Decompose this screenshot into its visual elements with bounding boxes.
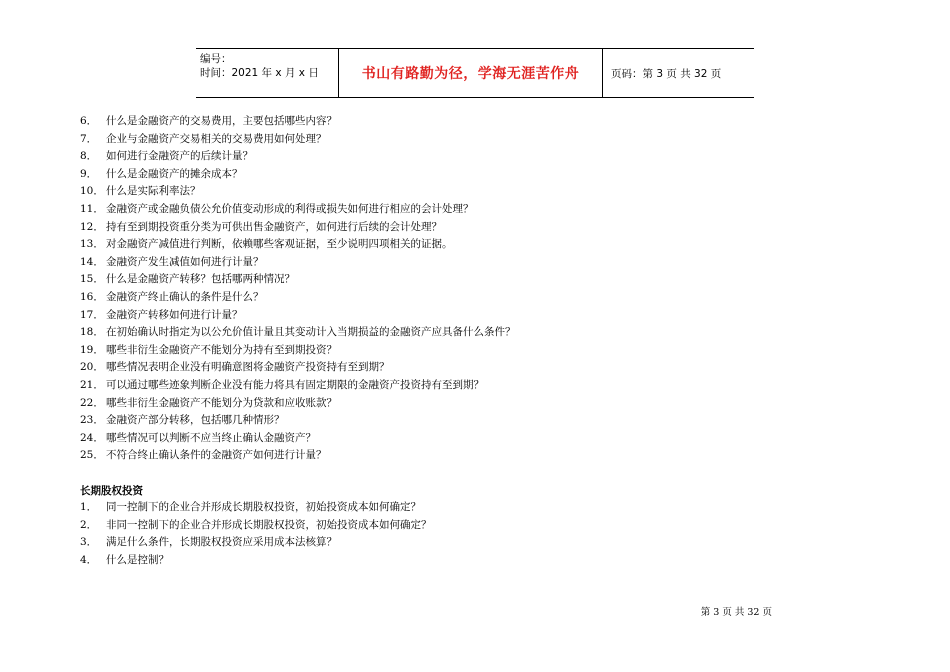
header-motto-cell xyxy=(339,49,603,97)
question-number: 13． xyxy=(80,238,104,251)
question-item xyxy=(80,359,516,377)
motto-text: 书山有路勤为径，学海无涯苦作舟 xyxy=(361,66,580,82)
question-text: 不符合终止确认条件的金融资产如何进行计量？ xyxy=(106,449,327,462)
question-text: 什么是金融资产的交易费用，主要包括哪些内容？ xyxy=(106,115,337,127)
question-number: 11． xyxy=(80,202,104,215)
question-item xyxy=(80,324,516,342)
question-number: 20． xyxy=(80,361,104,374)
question-number: 14． xyxy=(80,255,104,268)
question-item xyxy=(80,552,432,570)
question-number: 24． xyxy=(80,431,104,444)
question-item xyxy=(80,201,516,219)
question-number: 16． xyxy=(80,290,104,303)
question-number: 25． xyxy=(80,449,104,462)
question-list xyxy=(80,113,516,465)
question-text: 什么是控制？ xyxy=(106,553,169,566)
question-text: 可以通过哪些迹象判断企业没有能力将具有固定期限的金融资产投资持有至到期？ xyxy=(106,378,484,391)
question-number: 7． xyxy=(80,132,98,145)
question-text: 金融资产发生减值如何进行计量？ xyxy=(106,255,264,268)
question-item xyxy=(80,534,432,552)
question-item xyxy=(80,412,516,430)
question-item xyxy=(80,377,516,395)
question-number: 19． xyxy=(80,343,104,356)
section-title: 长期股权投资 xyxy=(80,485,143,497)
question-number: 4． xyxy=(80,553,98,566)
question-item xyxy=(80,236,516,254)
question-text: 满足什么条件，长期股权投资应采用成本法核算？ xyxy=(106,536,337,549)
date-label: 时间：2021 年 x 月 x 日 xyxy=(200,67,319,79)
question-text: 对金融资产减值进行判断，依赖哪些客观证据，至少说明四项相关的证据。 xyxy=(106,238,453,251)
question-number: 8． xyxy=(80,150,98,163)
question-item xyxy=(80,395,516,413)
question-text: 在初始确认时指定为以公允价值计量且其变动计入当期损益的金融资产应具备什么条件？ xyxy=(106,326,516,339)
question-text: 企业与金融资产交易相关的交易费用如何处理？ xyxy=(106,132,327,145)
question-item xyxy=(80,499,432,517)
number-label: 编号： xyxy=(200,53,232,65)
header-meta xyxy=(196,49,339,97)
question-number: 12． xyxy=(80,220,104,233)
question-text: 哪些非衍生金融资产不能划分为持有至到期投资？ xyxy=(106,343,337,356)
question-text: 金融资产或金融负债公允价值变动形成的利得或损失如何进行相应的会计处理？ xyxy=(106,202,474,215)
question-text: 哪些情况可以判断不应当终止确认金融资产？ xyxy=(106,431,316,444)
question-text: 金融资产部分转移，包括哪几种情形？ xyxy=(106,414,285,427)
question-number: 23． xyxy=(80,414,104,427)
question-text: 金融资产终止确认的条件是什么？ xyxy=(106,290,264,303)
question-item xyxy=(80,183,516,201)
question-text: 持有至到期投资重分类为可供出售金融资产，如何进行后续的会计处理？ xyxy=(106,220,442,233)
question-item xyxy=(80,289,516,307)
question-text: 什么是实际利率法？ xyxy=(106,185,201,198)
question-number: 3． xyxy=(80,536,98,549)
question-number: 22． xyxy=(80,396,104,409)
question-number: 9． xyxy=(80,167,98,180)
page-code-text: 页码：第 3 页 共 32 页 xyxy=(611,67,722,80)
question-item xyxy=(80,271,516,289)
page-footer: 第 3 页 共 32 页 xyxy=(700,607,772,618)
question-item xyxy=(80,166,516,184)
question-item xyxy=(80,307,516,325)
question-text: 金融资产转移如何进行计量？ xyxy=(106,308,243,321)
question-item xyxy=(80,219,516,237)
header-page-code xyxy=(603,49,754,97)
question-text: 哪些情况表明企业没有明确意图将金融资产投资持有至到期？ xyxy=(106,361,390,374)
question-text: 哪些非衍生金融资产不能划分为贷款和应收账款？ xyxy=(106,396,337,409)
document-header xyxy=(196,48,754,98)
question-item xyxy=(80,342,516,360)
question-number: 6． xyxy=(80,115,98,127)
question-number: 18． xyxy=(80,326,104,339)
question-item xyxy=(80,517,432,535)
question-number: 17． xyxy=(80,308,104,321)
question-number: 21． xyxy=(80,378,104,391)
question-text: 什么是金融资产的摊余成本？ xyxy=(106,167,243,180)
question-number: 10． xyxy=(80,185,104,198)
question-item xyxy=(80,447,516,465)
question-item xyxy=(80,148,516,166)
question-item xyxy=(80,430,516,448)
question-text: 非同一控制下的企业合并形成长期股权投资，初始投资成本如何确定？ xyxy=(106,518,432,531)
section-question-list xyxy=(80,499,432,569)
question-item xyxy=(80,113,516,131)
question-item xyxy=(80,254,516,272)
question-number: 15． xyxy=(80,273,104,286)
question-text: 什么是金融资产转移？包括哪两种情况？ xyxy=(106,273,295,286)
question-item xyxy=(80,131,516,149)
question-number: 2． xyxy=(80,518,98,531)
question-text: 同一控制下的企业合并形成长期股权投资，初始投资成本如何确定？ xyxy=(106,501,421,513)
question-number: 1． xyxy=(80,501,98,513)
question-text: 如何进行金融资产的后续计量？ xyxy=(106,150,253,163)
